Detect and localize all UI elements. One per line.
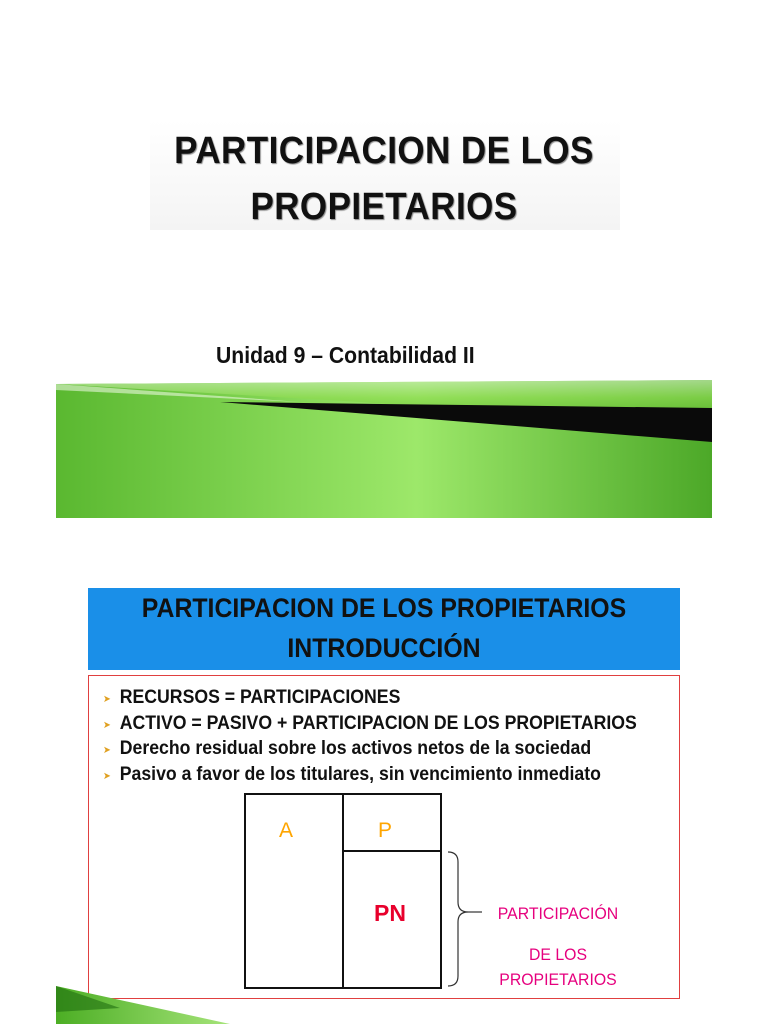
diagram-label-activo: A	[279, 819, 294, 842]
arrow-bullet-icon: ➤	[103, 719, 111, 731]
slide-title-line-2: PROPIETARIOS	[250, 186, 518, 228]
bottom-green-band-decoration	[0, 540, 768, 1024]
brace-note-line-2: DE LOS	[528, 945, 587, 964]
brace-note-line-1: PARTICIPACIÓN	[497, 904, 619, 923]
bullet-item: ➤ Pasivo a favor de los titulares, sin vencimiento inmediato	[103, 762, 637, 788]
arrow-bullet-icon: ➤	[103, 745, 111, 756]
bullet-item: ➤ RECURSOS = PARTICIPACIONES	[103, 685, 637, 711]
bullet-item: ➤ Derecho residual sobre los activos netos de la sociedad	[103, 736, 637, 762]
header-title-line-1: PARTICIPACION DE LOS PROPIETARIOS	[141, 593, 627, 623]
slide-title-line-1: PARTICIPACION DE LOS	[174, 130, 594, 172]
brace-note-line-3: PROPIETARIOS	[499, 970, 617, 989]
diagram-label-pn: PN	[374, 900, 406, 926]
arrow-bullet-icon: ➤	[103, 694, 111, 705]
header-title-line-2: INTRODUCCIÓN	[287, 633, 481, 663]
content-slide	[0, 540, 768, 1024]
bullet-item: ➤ ACTIVO = PASIVO + PARTICIPACION DE LOS PROPIETARIOS	[103, 711, 637, 737]
diagram-label-pasivo: P	[378, 819, 393, 842]
arrow-bullet-icon: ➤	[103, 770, 111, 782]
slide-subtitle: Unidad 9 – Contabilidad II	[216, 342, 475, 368]
